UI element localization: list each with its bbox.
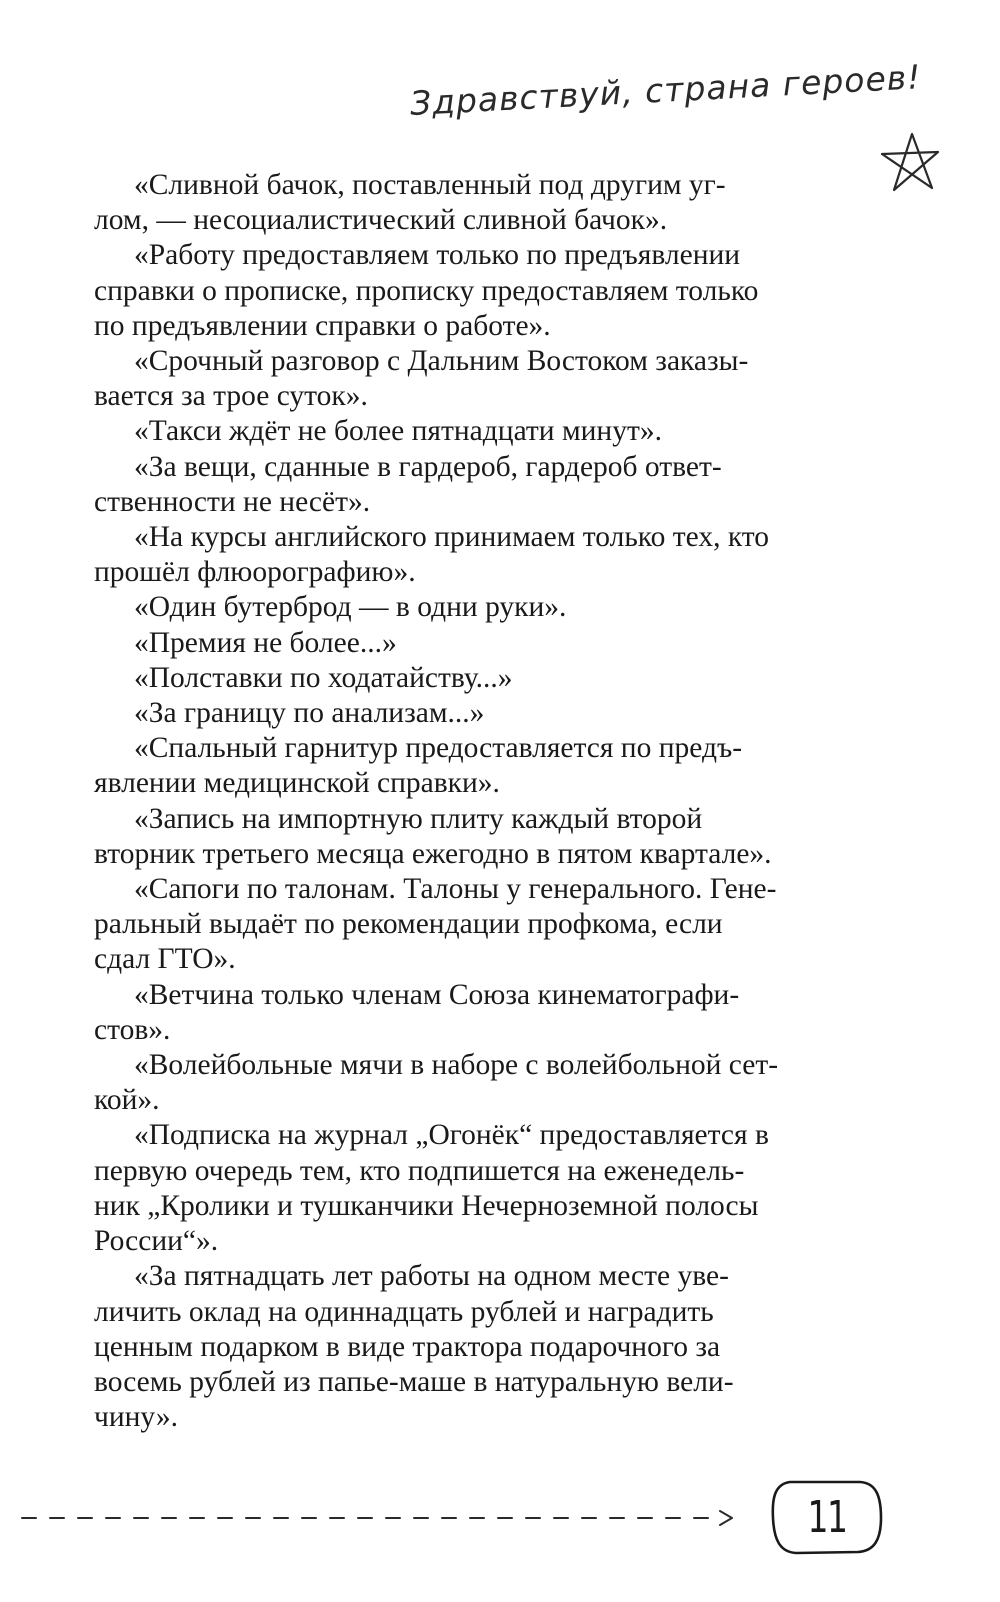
- paragraph: «Такси ждёт не более пятнадцати минут».: [134, 415, 662, 448]
- arrow-right-icon: [720, 1511, 732, 1525]
- paragraph: «За границу по анализам...»: [134, 697, 485, 730]
- paragraph: «Сапоги по талонам. Талоны у генерального. Гене- ральный выдаёт по рекомендации профкома, если сдал ГТО».: [94, 873, 777, 976]
- dashed-arrow-line: [20, 1508, 740, 1528]
- handwritten-header: Здравствуй, страна героев!: [408, 57, 923, 123]
- paragraph: «Полставки по ходатайству...»: [134, 661, 513, 694]
- star-icon: [878, 130, 942, 194]
- paragraph: «Премия не более...»: [134, 626, 397, 659]
- paragraph: «Запись на импортную плиту каждый второй вторник третьего месяца ежегодно в пятом квартале».: [94, 802, 772, 870]
- paragraph: «Срочный разговор с Дальним Востоком заказы- вается за трое суток».: [94, 345, 749, 413]
- paragraph: «За пятнадцать лет работы на одном месте уве- личить оклад на одиннадцать рублей и наградить ценным подарком в виде трактора подарочного за восемь рублей из папье-маше в натуральную вели- чину».: [94, 1260, 734, 1434]
- paragraph: «Сливной бачок, поставленный под другим уг- лом, — несоциалистический сливной бачок».: [94, 169, 726, 237]
- paragraph: «Работу предоставляем только по предъявлении справки о прописке, прописку предоставляем только по предъявлении справки о работе».: [94, 239, 759, 342]
- paragraph: «Спальный гарнитур предоставляется по предъ- явлении медицинской справки».: [94, 732, 743, 800]
- paragraph: «На курсы английского принимаем только тех, кто прошёл флюорографию».: [94, 521, 770, 589]
- paragraph: «За вещи, сданные в гардероб, гардероб ответ- ственности не несёт».: [94, 450, 722, 518]
- body-text: [94, 168, 856, 1435]
- paragraph: «Подписка на журнал „Огонёк“ предоставляется в первую очередь тем, кто подпишется на еженедель- ник „Кролики и тушканчики Нечерноземной полосы России“».: [94, 1119, 769, 1258]
- page-number: 11: [807, 1492, 847, 1543]
- paragraph: «Ветчина только членам Союза кинематографи- стов».: [94, 978, 740, 1046]
- paragraph: «Волейбольные мячи в наборе с волейбольной сет- кой».: [94, 1049, 779, 1117]
- paragraph: «Один бутерброд — в одни руки».: [134, 591, 567, 624]
